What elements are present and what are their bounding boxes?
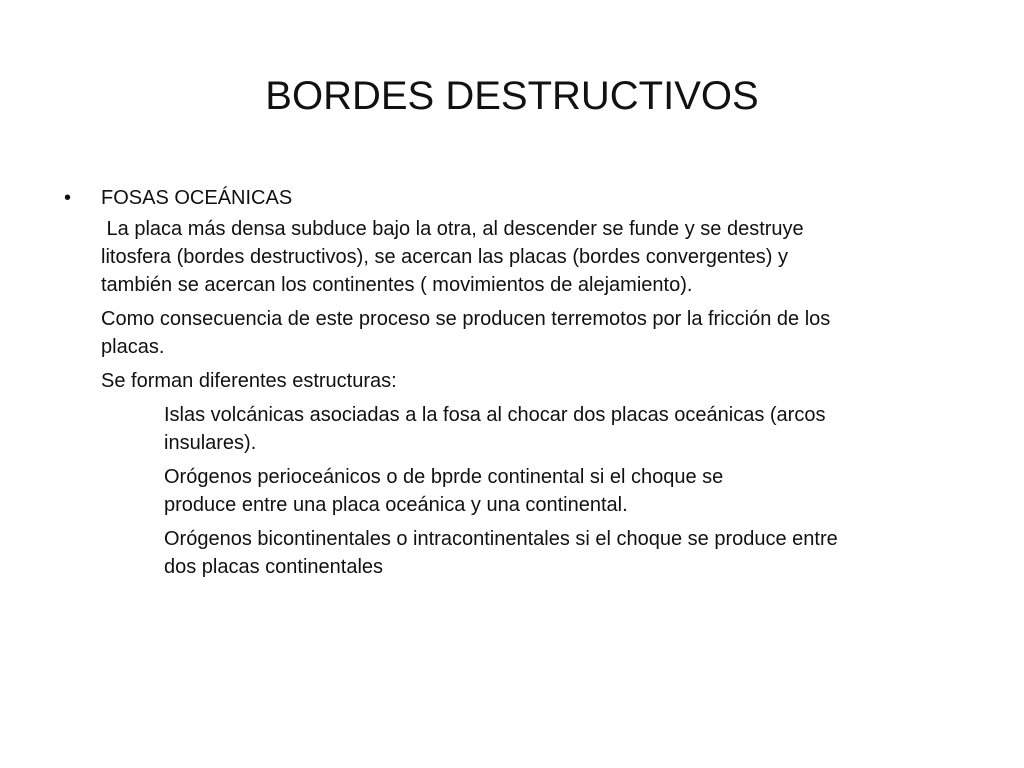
structure-item-volcanic-islands — [164, 401, 954, 457]
paragraph-structures-intro — [101, 367, 946, 395]
bullet-item-fosas-oceanicas — [64, 184, 1024, 212]
paragraph-line: también se acercan los continentes ( movimientos de alejamiento). — [101, 274, 693, 296]
structure-line: produce entre una placa oceánica y una continental. — [164, 494, 628, 516]
structure-line: insulares). — [164, 432, 257, 454]
paragraph-subduction — [101, 215, 946, 299]
structure-item-bicontinental-orogens — [164, 525, 954, 581]
slide-body — [0, 184, 1024, 587]
structure-line: dos placas continentales — [164, 556, 384, 578]
paragraph-line: Como consecuencia de este proceso se producen terremotos por la fricción de los — [101, 308, 831, 330]
structure-item-perioceanic-orogens — [164, 463, 954, 519]
paragraph-line: Se forman diferentes estructuras: — [101, 370, 397, 392]
paragraph-line: La placa más densa subduce bajo la otra, al descender se funde y se destruye — [101, 218, 804, 240]
paragraph-line: placas. — [101, 336, 165, 358]
structure-line: Islas volcánicas asociadas a la fosa al chocar dos placas oceánicas (arcos — [164, 404, 826, 426]
bullet-label: FOSAS OCEÁNICAS — [101, 187, 293, 209]
paragraph-line: litosfera (bordes destructivos), se acercan las placas (bordes convergentes) y — [101, 246, 788, 268]
paragraph-earthquakes — [101, 305, 946, 361]
slide-title: BORDES DESTRUCTIVOS — [265, 74, 759, 118]
structure-line: Orógenos bicontinentales o intracontinentales si el choque se produce entre — [164, 528, 838, 550]
bullet-icon: • — [64, 187, 72, 209]
structure-line: Orógenos perioceánicos o de bprde continental si el choque se — [164, 466, 724, 488]
